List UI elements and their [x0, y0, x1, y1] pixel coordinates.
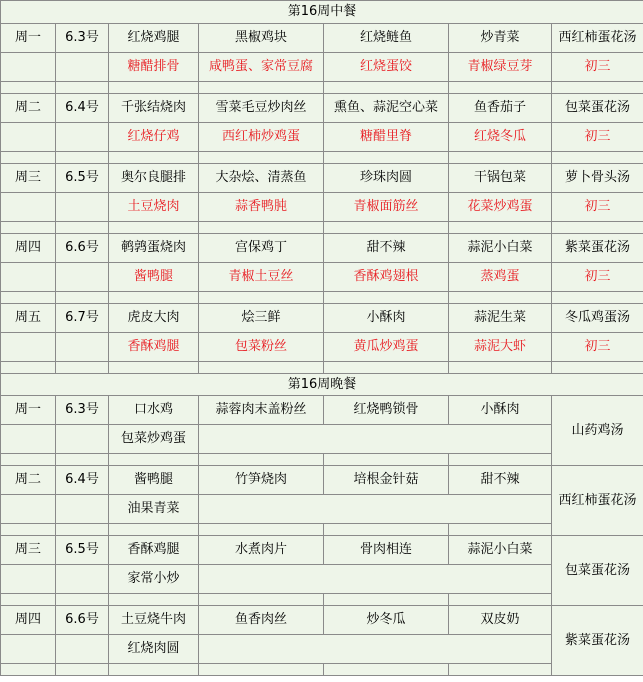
dinner-day-row [1, 606, 643, 635]
alt-dish-cell: 蒜泥大虾 [449, 333, 552, 362]
spacer-cell [56, 292, 109, 304]
weekday-label: 周五 [1, 304, 56, 333]
alt-dish-cell: 蒜香鸭肫 [199, 193, 324, 222]
dish-cell: 鱼香肉丝 [199, 606, 324, 635]
dish-cell: 蒜泥生菜 [449, 304, 552, 333]
empty-cell [1, 333, 56, 362]
dish-cell: 鹌鹑蛋烧肉 [109, 234, 199, 263]
spacer-cell [449, 362, 552, 374]
spacer-cell [1, 82, 56, 94]
dinner-alt-row [1, 635, 643, 664]
weekday-label: 周三 [1, 164, 56, 193]
dish-cell: 骨肉相连 [324, 536, 449, 565]
spacer-cell [56, 594, 109, 606]
spacer-cell [324, 524, 449, 536]
spacer-cell [449, 594, 552, 606]
empty-cell [56, 193, 109, 222]
spacer-cell [552, 292, 643, 304]
dish-cell: 红烧鲢鱼 [324, 24, 449, 53]
spacer-row [1, 524, 643, 536]
lunch-day-row [1, 164, 643, 193]
spacer-cell [324, 152, 449, 164]
dish-cell: 蒜泥小白菜 [449, 536, 552, 565]
date-label: 6.4号 [56, 466, 109, 495]
spacer-cell [449, 664, 552, 676]
weekday-label: 周一 [1, 24, 56, 53]
spacer-cell [199, 594, 324, 606]
empty-cell [56, 635, 109, 664]
spacer-cell [324, 594, 449, 606]
dish-cell: 冬瓜鸡蛋汤 [552, 304, 643, 333]
spacer-cell [552, 222, 643, 234]
empty-cell [199, 565, 552, 594]
dish-cell: 蒜泥小白菜 [449, 234, 552, 263]
dish-cell: 水煮肉片 [199, 536, 324, 565]
soup-cell: 山药鸡汤 [552, 396, 643, 466]
spacer-cell [324, 292, 449, 304]
weekday-label: 周四 [1, 234, 56, 263]
empty-cell [56, 333, 109, 362]
dish-cell: 奥尔良腿排 [109, 164, 199, 193]
alt-dish-cell: 红烧冬瓜 [449, 123, 552, 152]
weekday-label: 周二 [1, 94, 56, 123]
date-label: 6.6号 [56, 234, 109, 263]
spacer-cell [1, 664, 56, 676]
dish-cell: 黑椒鸡块 [199, 24, 324, 53]
lunch-alt-row [1, 333, 643, 362]
empty-cell [1, 635, 56, 664]
spacer-cell [109, 524, 199, 536]
weekday-label: 周一 [1, 396, 56, 425]
dish-cell: 萝卜骨头汤 [552, 164, 643, 193]
empty-cell [1, 565, 56, 594]
spacer-cell [199, 524, 324, 536]
spacer-cell [56, 664, 109, 676]
spacer-cell [1, 362, 56, 374]
spacer-cell [449, 292, 552, 304]
dish-cell: 烩三鲜 [199, 304, 324, 333]
alt-dish-cell: 蒸鸡蛋 [449, 263, 552, 292]
dish-cell: 蒜蓉肉末盖粉丝 [199, 396, 324, 425]
spacer-cell [1, 524, 56, 536]
empty-cell [1, 495, 56, 524]
alt-dish-cell: 西红柿炒鸡蛋 [199, 123, 324, 152]
spacer-cell [56, 222, 109, 234]
dish-cell: 红烧鸡腿 [109, 24, 199, 53]
empty-cell [56, 565, 109, 594]
spacer-row [1, 594, 643, 606]
dinner-alt-row [1, 495, 643, 524]
empty-cell [199, 635, 552, 664]
dish-cell: 雪菜毛豆炒肉丝 [199, 94, 324, 123]
dinner-day-row [1, 536, 643, 565]
dish-cell: 小酥肉 [324, 304, 449, 333]
spacer-cell [449, 454, 552, 466]
date-label: 6.5号 [56, 164, 109, 193]
spacer-cell [1, 292, 56, 304]
soup-cell: 紫菜蛋花汤 [552, 606, 643, 676]
dish-cell: 竹笋烧肉 [199, 466, 324, 495]
empty-cell [199, 495, 552, 524]
spacer-cell [109, 82, 199, 94]
dish-cell: 包菜蛋花汤 [552, 94, 643, 123]
alt-dish-cell: 香酥鸡腿 [109, 333, 199, 362]
spacer-cell [1, 222, 56, 234]
dish-cell: 紫菜蛋花汤 [552, 234, 643, 263]
dish-cell: 甜不辣 [449, 466, 552, 495]
dish-cell: 熏鱼、蒜泥空心菜 [324, 94, 449, 123]
spacer-cell [199, 664, 324, 676]
lunch-title-row [1, 1, 643, 24]
spacer-cell [56, 82, 109, 94]
empty-cell [1, 425, 56, 454]
soup-cell: 西红柿蛋花汤 [552, 466, 643, 536]
lunch-alt-row [1, 263, 643, 292]
alt-dish-cell: 花菜炒鸡蛋 [449, 193, 552, 222]
lunch-day-row [1, 304, 643, 333]
spacer-cell [324, 222, 449, 234]
alt-dish-cell: 家常小炒 [109, 565, 199, 594]
alt-dish-cell: 红烧肉圆 [109, 635, 199, 664]
dish-cell: 口水鸡 [109, 396, 199, 425]
dinner-day-row [1, 466, 643, 495]
empty-cell [1, 263, 56, 292]
spacer-cell [109, 362, 199, 374]
spacer-row [1, 82, 643, 94]
lunch-day-row [1, 234, 643, 263]
lunch-day-row [1, 24, 643, 53]
lunch-alt-row [1, 53, 643, 82]
weekday-label: 周二 [1, 466, 56, 495]
spacer-cell [199, 292, 324, 304]
spacer-cell [199, 82, 324, 94]
lunch-alt-row [1, 193, 643, 222]
alt-dish-cell: 土豆烧肉 [109, 193, 199, 222]
date-label: 6.7号 [56, 304, 109, 333]
empty-cell [1, 193, 56, 222]
dish-cell: 双皮奶 [449, 606, 552, 635]
date-label: 6.5号 [56, 536, 109, 565]
soup-cell: 包菜蛋花汤 [552, 536, 643, 606]
spacer-cell [324, 362, 449, 374]
dish-cell: 培根金针菇 [324, 466, 449, 495]
dish-cell: 千张结烧肉 [109, 94, 199, 123]
spacer-cell [109, 222, 199, 234]
alt-dish-cell: 青椒土豆丝 [199, 263, 324, 292]
dinner-alt-row [1, 565, 643, 594]
empty-cell [56, 495, 109, 524]
spacer-cell [56, 362, 109, 374]
dish-cell: 干锅包菜 [449, 164, 552, 193]
section-title: 第16周晚餐 [1, 374, 643, 396]
empty-cell [56, 263, 109, 292]
spacer-cell [552, 362, 643, 374]
alt-dish-cell: 红烧蛋饺 [324, 53, 449, 82]
spacer-cell [56, 454, 109, 466]
spacer-cell [1, 152, 56, 164]
alt-dish-cell: 油果青菜 [109, 495, 199, 524]
alt-dish-cell: 初三 [552, 193, 643, 222]
alt-dish-cell: 咸鸭蛋、家常豆腐 [199, 53, 324, 82]
spacer-cell [449, 152, 552, 164]
dish-cell: 土豆烧牛肉 [109, 606, 199, 635]
dish-cell: 甜不辣 [324, 234, 449, 263]
date-label: 6.3号 [56, 396, 109, 425]
alt-dish-cell: 红烧仔鸡 [109, 123, 199, 152]
spacer-row [1, 222, 643, 234]
spacer-cell [1, 594, 56, 606]
empty-cell [56, 53, 109, 82]
alt-dish-cell: 糖醋里脊 [324, 123, 449, 152]
alt-dish-cell: 初三 [552, 333, 643, 362]
spacer-cell [1, 454, 56, 466]
spacer-row [1, 454, 643, 466]
spacer-cell [199, 362, 324, 374]
dish-cell: 炒青菜 [449, 24, 552, 53]
spacer-cell [324, 454, 449, 466]
lunch-alt-row [1, 123, 643, 152]
date-label: 6.3号 [56, 24, 109, 53]
dinner-title-row [1, 374, 643, 396]
spacer-cell [449, 82, 552, 94]
spacer-cell [199, 454, 324, 466]
lunch-day-row [1, 94, 643, 123]
dinner-alt-row [1, 425, 643, 454]
alt-dish-cell: 糖醋排骨 [109, 53, 199, 82]
spacer-cell [109, 664, 199, 676]
dish-cell: 珍珠肉圆 [324, 164, 449, 193]
section-title: 第16周中餐 [1, 1, 643, 24]
spacer-row [1, 152, 643, 164]
alt-dish-cell: 包菜炒鸡蛋 [109, 425, 199, 454]
alt-dish-cell: 初三 [552, 53, 643, 82]
empty-cell [56, 123, 109, 152]
dish-cell: 香酥鸡腿 [109, 536, 199, 565]
empty-cell [56, 425, 109, 454]
spacer-cell [109, 292, 199, 304]
empty-cell [1, 123, 56, 152]
dish-cell: 炒冬瓜 [324, 606, 449, 635]
dish-cell: 西红柿蛋花汤 [552, 24, 643, 53]
weekday-label: 周四 [1, 606, 56, 635]
spacer-cell [199, 152, 324, 164]
spacer-cell [109, 152, 199, 164]
dinner-day-row [1, 396, 643, 425]
dish-cell: 小酥肉 [449, 396, 552, 425]
spacer-cell [449, 222, 552, 234]
date-label: 6.4号 [56, 94, 109, 123]
alt-dish-cell: 初三 [552, 263, 643, 292]
dish-cell: 虎皮大肉 [109, 304, 199, 333]
dish-cell: 红烧鸭锁骨 [324, 396, 449, 425]
alt-dish-cell: 黄瓜炒鸡蛋 [324, 333, 449, 362]
alt-dish-cell: 酱鸭腿 [109, 263, 199, 292]
spacer-cell [324, 82, 449, 94]
spacer-cell [449, 524, 552, 536]
spacer-cell [552, 152, 643, 164]
weekday-label: 周三 [1, 536, 56, 565]
spacer-cell [324, 664, 449, 676]
alt-dish-cell: 青椒绿豆芽 [449, 53, 552, 82]
spacer-row [1, 664, 643, 676]
empty-cell [199, 425, 552, 454]
spacer-cell [552, 82, 643, 94]
empty-cell [1, 53, 56, 82]
alt-dish-cell: 初三 [552, 123, 643, 152]
spacer-cell [199, 222, 324, 234]
date-label: 6.6号 [56, 606, 109, 635]
alt-dish-cell: 青椒面筋丝 [324, 193, 449, 222]
spacer-cell [109, 594, 199, 606]
dish-cell: 大杂烩、清蒸鱼 [199, 164, 324, 193]
spacer-cell [56, 524, 109, 536]
spacer-row [1, 362, 643, 374]
dish-cell: 鱼香茄子 [449, 94, 552, 123]
dish-cell: 宫保鸡丁 [199, 234, 324, 263]
alt-dish-cell: 包菜粉丝 [199, 333, 324, 362]
dish-cell: 酱鸭腿 [109, 466, 199, 495]
spacer-row [1, 292, 643, 304]
spacer-cell [109, 454, 199, 466]
spacer-cell [56, 152, 109, 164]
alt-dish-cell: 香酥鸡翅根 [324, 263, 449, 292]
